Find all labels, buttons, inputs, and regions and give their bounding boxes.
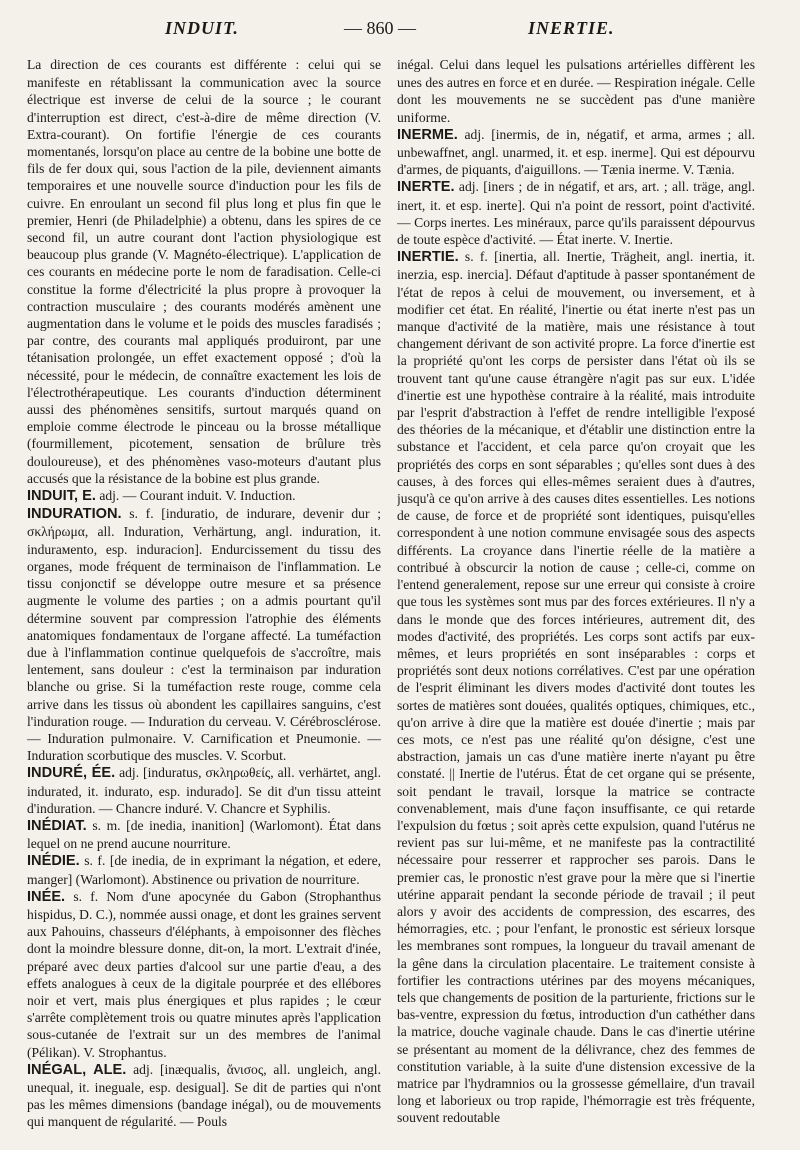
entry-inedie — [27, 852, 381, 887]
entry-headword: INERTIE. — [397, 249, 459, 266]
entry-headword: INÉDIAT. — [27, 817, 87, 834]
entry-inertie — [397, 248, 755, 1126]
running-head-right: INERTIE. — [528, 18, 615, 38]
entry-headword: INÉE. — [27, 888, 66, 905]
entry-text: s. f. [induratio, de indurare, devenir dur ; σκλήρωμα, all. Induration, Verhärtung, angl. induration, it. indurамento, esp. induracion]. Endurcissement du tissu des organes, mode fréquent de terminaison de l'inflammation. Le tissu conjonctif se développe outre mesure et sa présence augmente le volume des parties ; on a admis pourtant qu'il détermine souvent par compression l'atrophie des éléments anatomiques fondamentaux de l'organe affecté. La tuméfaction due à l'inflammation continue quelquefois de s'accroître, mais lentement, sans douleur : c'est la terminaison par induration blanche ou grise. Si la tuméfaction reste rouge, comme cela arrive dans les tissus où abondent les capillaires sanguins, c'est l'induration rouge. — Induration du cerveau. V. Cérébrosclérose. — Induration pulmonaire. V. Carnification et Pneumonie. — Induration scorbutique des muscles. V. Scorbut. — [27, 506, 381, 764]
entry-headword: INÉGAL, ALE. — [27, 1061, 127, 1078]
entry-inerte — [397, 178, 755, 248]
right-column — [397, 56, 755, 1144]
entry-headword: INERME. — [397, 126, 458, 143]
page-number: — 860 — — [344, 18, 416, 38]
entry-inee — [27, 888, 381, 1061]
entry-text: s. f. [de inedia, de in exprimant la négation, et edere, manger] (Warlomont). Abstinence ou privation de nourriture. — [27, 853, 381, 887]
entry-text: adj. [induratus, σκληρωθείς, all. verhärtet, angl. indurated, it. indurato, esp. indurado]. Se dit d'un tissu atteint d'induration. — Chancre induré. V. Chancre et Syphilis. — [27, 765, 381, 816]
left-column — [27, 56, 381, 1144]
entry-text: inégal. Celui dans lequel les pulsations artérielles diffèrent les unes des autres en force et en durée. — Respiration inégale. Celle dont les mouvements ne se succèdent pas d'une manière uniforme. — [397, 57, 755, 125]
entry-text: La direction de ces courants est différente : celui qui se manifeste en rétablissant la communication avec la source électrique est inverse de celui de la source ; le courant d'interruption est direct, c'est-à-dire de même direction (V. Extra-courant). On fortifie l'énergie de ces courants momentanés, lorsqu'on place au centre de la bobine une botte de fils de fer doux qui, sous l'action de la pile, deviennent aimants temporaires et une nouvelle source d'induction pour les fils de cuivre. En enroulant un second fil plus long et plus fin que le premier, Henri (de Philadelphie) a obtenu, dans les spires de ce second fil, un autre courant dont l'action physiologique est beaucoup plus grande (V. Magnéto-électrique). L'application de ces courants en médecine porte le nom de faradisation. Celle-ci constitue la forme d'électricité la plus propre à provoquer la contraction musculaire ; des courants modérés amènent une augmentation dans le volume et le poids des muscles faradisés ; par contre, des courants mal appliqués produiront, par une tétanisation prolongée, un effet exactement opposé ; d'où la nécessité, pour le médecin, de connaître exactement les lois de l'électrothérapeutique. Les courants d'induction déterminent aussi des phénomènes sensitifs, surtout marqués quand on emploie comme électrode le pinceau ou la brosse métallique (fourmillement, picotement, sensation de brûlure très douloureuse), et des phénomènes vaso-moteurs d'autant plus accusés que la résistance de la bobine est plus grande. — [27, 57, 381, 486]
entry-induration — [27, 505, 381, 764]
entry-text: s. m. [de inedia, inanition] (Warlomont). État dans lequel on ne prend aucune nourriture. — [27, 817, 381, 852]
entry-headword: INDURATION. — [27, 506, 122, 523]
entry-text: s. f. Nom d'une apocynée du Gabon (Strophanthus hispidus, D. C.), nommée aussi onage, et dont les graines servent aux Pahouins, chasseurs d'éléphants, à empoisonner des flèches dont la moindre blessure donne, dit-on, la mort. L'extrait d'inée, préparé avec deux parties d'alcool sur une partie d'eau, a des effets analogues à ceux de la digitale pourprée et des ellébores noir et vert, mais plus énergiques et plus rapides ; le cœur s'arrête complètement trois ou quatre minutes après l'application sous-cutanée de l'extrait sur un des membres de l'animal (Pélikan). V. Strophantus. — [27, 888, 381, 1060]
entry-headword: INÉDIE. — [27, 853, 80, 870]
entry-text: adj. — Courant induit. V. Induction. — [99, 488, 296, 504]
entry-text: s. f. [inertia, all. Inertie, Trägheit, angl. inertia, it. inerzia, esp. inercia]. Défaut d'aptitude à passer spontanément de l'état de repos à celui de mouvement, ou inversement, et à modifier cet état. En réalité, l'inertie ou état inerte n'est pas un manque d'activité de la matière, mais une résistance à tout changement dérivant de son activité propre. La force d'inertie est la propriété qu'ont les corps de persister dans l'état où ils se trouvent tant qu'une cause étrangère n'agit pas sur eux. L'idée d'inertie est une hypothèse contraire à la réalité, mais introduite par l'esprit d'abstraction à l'effet de rendre intelligible l'exposé des théories de la mécanique, et d'établir une distinction entre la substance et l'accident, et cela parce qu'on croyait que les propriétés des corps en sont séparables ; qu'elles sont dues à des causes, à des forces qui elles-mêmes seraient dues à d'autres, jusqu'à ce qu'on arrive à des causes dites essentielles. Les notions de cause, de force et de propriété sont identiques, puisqu'elles correspondent à une notion commune envisagée sous des aspects différents. La croyance dans l'inertie réelle de la matière a contribué à obscurcir la notion de cause ; celle-ci, comme on l'entend generalement, repose sur une erreur qui consiste à croire que tous les systèmes sont mus par des forces extérieures. Il n'y a dans le monde que des forces intérieures, autrement dit, des modes d'activité, des propriétés. Les corps sont actifs par eux-mêmes, et leurs propriétés en sont inséparables : corps et propriétés sont deux notions corrélatives. C'est par une opération de l'esprit éliminant les divers modes d'activité dont toutes les sortes de matières sont douées, qualités optiques, chimiques, etc., qu'on arrive à dire que la matière est douée d'inertie ; mais par ces mots, ce n'est pas une réalité qu'on désigne, c'est une abstraction, jamais un cas d'une matière inerte n'ayant pu être constaté. || Inertie de l'utérus. État de cet organe qui se présente, soit pendant le travail, lorsque la matrice se contracte convenablement, mais d'une façon insuffisante, ce qui retarde l'expulsion du fœtus ; soit après cette expulsion, quand l'utérus ne revient pas sur lui-même, et ne manifeste pas la contractilité nécessaire pour resserrer et rapprocher ses parois. Dans le premier cas, le pronostic n'est grave pour la mère que si l'inertie utérine apparait pendant la seconde période de travail ; il peut alors y avoir des accidents de compression, des escarres, des hémorragies, etc. ; pour l'enfant, le pronostic est sérieux lorsque les membranes sont rompues, la longueur du travail amenant de la gêne dans la circulation placentaire. Le traitement consiste à fortifier les contractions utérines par des moyens mécaniques, tels que changements de position de la parturiente, frictions sur le bas-ventre, expression du fœtus, introduction d'un cathéther dans la matrice, douche vaginale chaude. Dans le cas d'inertie utérine se présentant au moment de la délivrance, chez des femmes de constitution variable, à la suite d'une distension excessive de la matrice par l'hydramnios ou la grossesse gémellaire, d'un travail long et laborieux ou trop rapide, l'hémorragie est très fréquente, souvent redoutable — [397, 249, 755, 1126]
entry-continuation — [397, 56, 755, 126]
page-header — [0, 0, 800, 48]
entry-text: adj. [inermis, de in, négatif, et arma, armes ; all. unbewaffnet, angl. unarmed, it. et esp. inerme]. Qui est dépourvu d'armes, de piquants, d'aiguillons. — Tænia inerme. V. Tænia. — [397, 126, 755, 178]
entry-inegal — [27, 1061, 381, 1131]
running-head-left: INDUIT. — [165, 18, 239, 38]
entry-continuation — [27, 56, 381, 487]
entry-text: adj. [inæqualis, ἄνισος, all. ungleich, angl. unequal, it. ineguale, esp. desigual]. Se dit de parties qui n'ont pas les mêmes dimensions (bandage inégal), ou de mouvements qui manquent de régularité. — Pouls — [27, 1061, 381, 1130]
entry-headword: INERTE. — [397, 179, 455, 196]
entry-headword: INDUIT, E. — [27, 488, 96, 505]
entry-inediat — [27, 817, 381, 852]
entry-headword: INDURÉ, ÉE. — [27, 765, 116, 782]
entry-indure — [27, 764, 381, 817]
entry-text: adj. [iners ; de in négatif, et ars, art. ; all. träge, angl. inert, it. et esp. inerte]. Qui n'a point de ressort, point d'activité. — Corps inertes. Les minéraux, parce qu'ils paraissent dépourvus de toute espèce d'activité. — État inerte. V. Inertie. — [397, 179, 755, 248]
entry-induit — [27, 487, 381, 505]
entry-inerme — [397, 126, 755, 179]
